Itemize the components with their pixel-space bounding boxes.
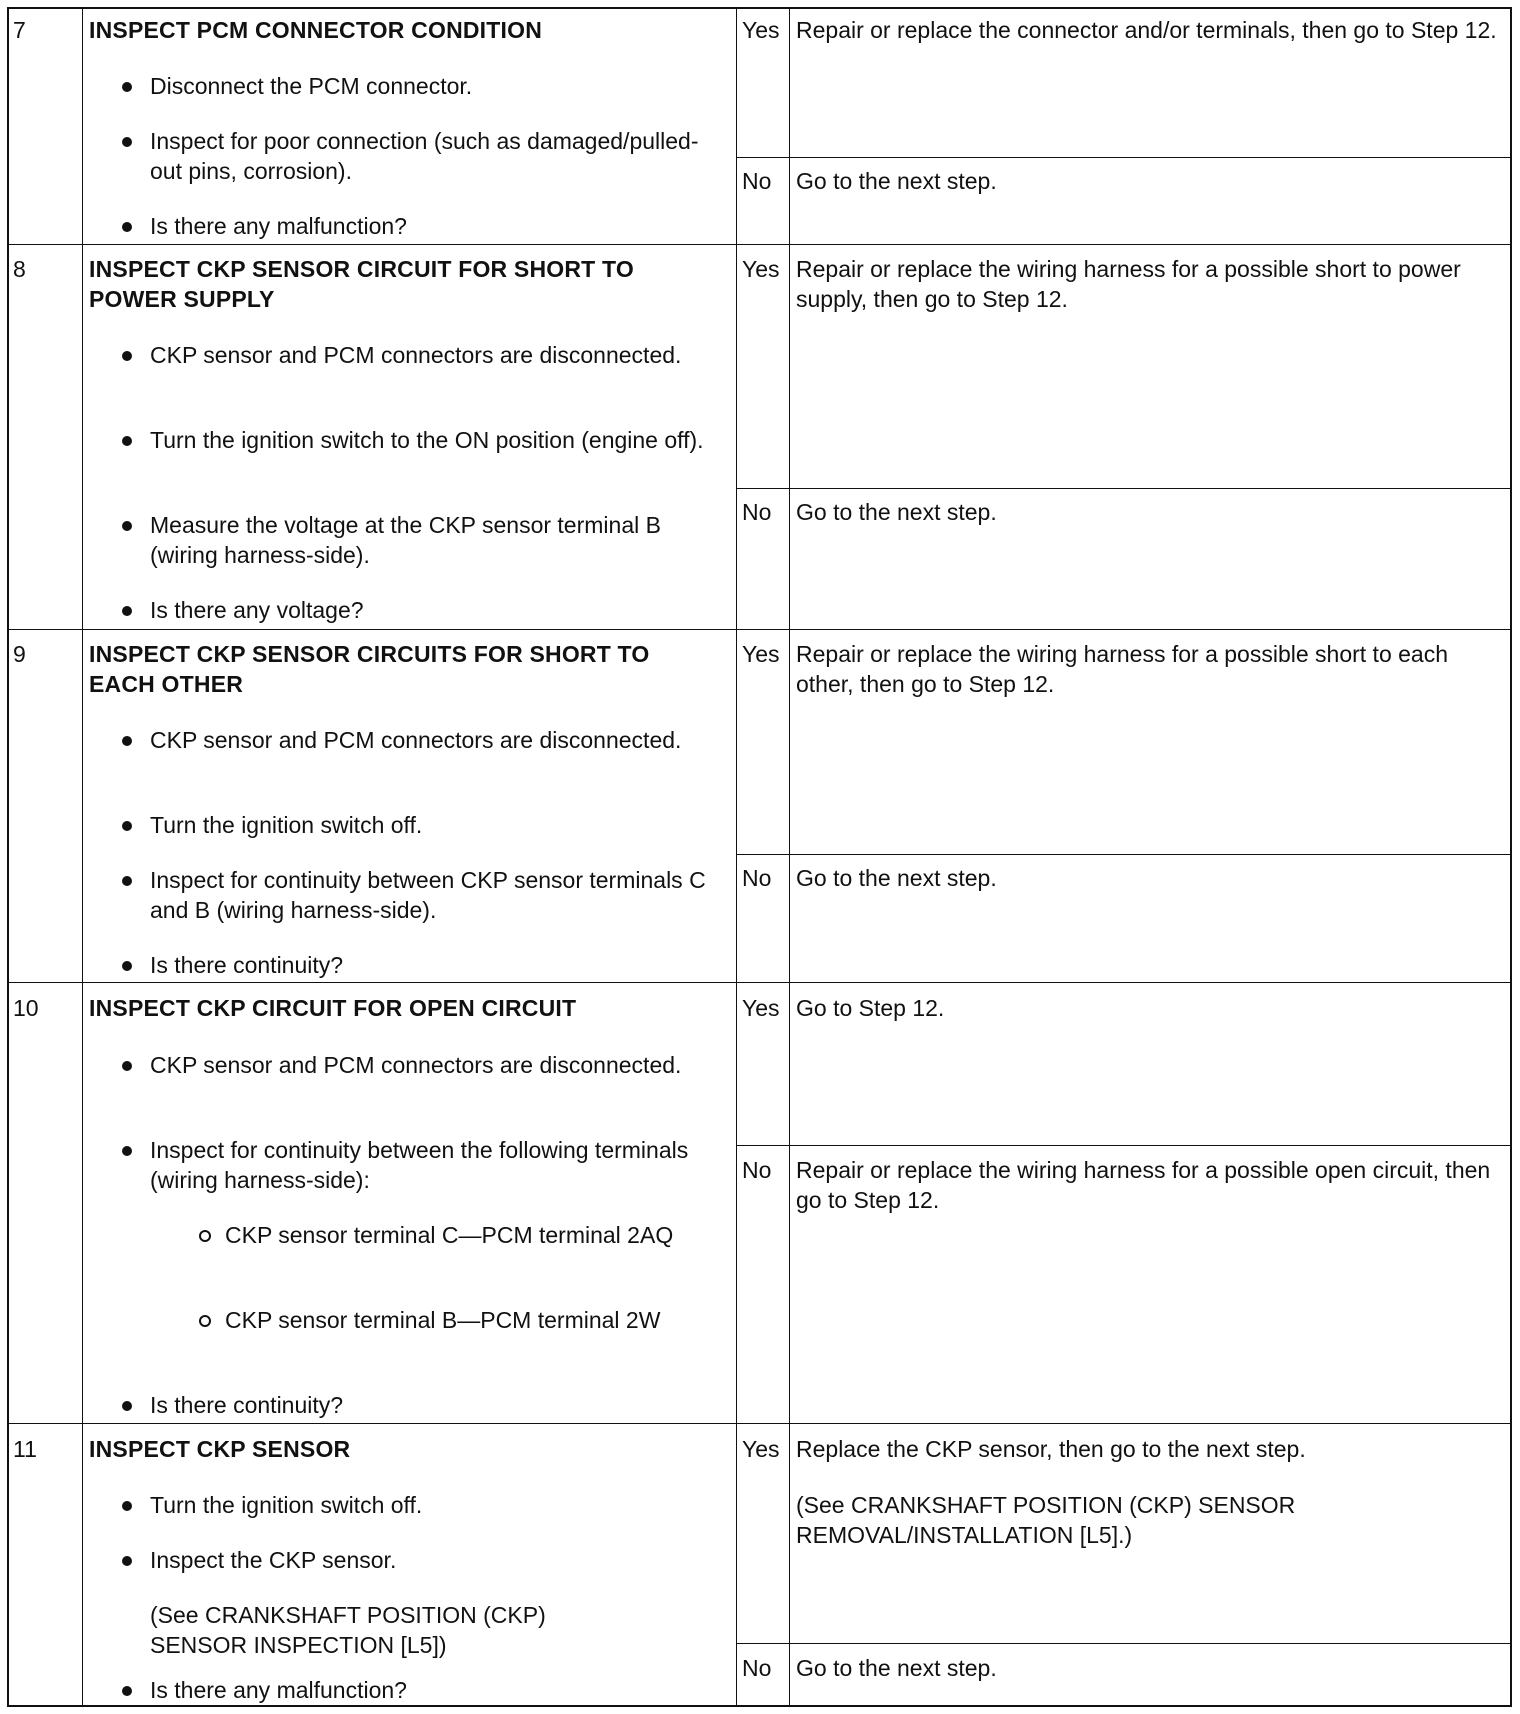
bullet-icon: [122, 1556, 132, 1566]
bullet-item: Is there continuity?: [150, 1390, 710, 1420]
column-divider: [82, 9, 83, 1705]
yes-label: Yes: [742, 995, 780, 1021]
step-title: INSPECT CKP SENSOR CIRCUITS FOR SHORT TO EACH OTHER: [89, 641, 650, 697]
bullet-icon: [122, 961, 132, 971]
bullet-icon: [122, 82, 132, 92]
no-action: Go to the next step.: [796, 865, 997, 891]
bullet-item: Is there continuity?: [150, 950, 710, 980]
no-action: Repair or replace the wiring harness for a possible open circuit, then go to Step 12.: [796, 1157, 1491, 1213]
step-number: 10: [13, 995, 39, 1021]
yes-no-divider: [736, 1145, 1510, 1146]
step-title: INSPECT CKP CIRCUIT FOR OPEN CIRCUIT: [89, 995, 577, 1021]
bullet-icon: [122, 1501, 132, 1511]
step-number: 8: [13, 256, 26, 282]
bullet-item: Turn the ignition switch to the ON position (engine off).: [150, 425, 710, 455]
step-number: 9: [13, 641, 26, 667]
no-label: No: [742, 499, 772, 525]
row-divider: [9, 244, 1510, 245]
yes-label: Yes: [742, 641, 780, 667]
yes-action: Repair or replace the wiring harness for a possible short to power supply, then go to Step 12.: [796, 256, 1461, 312]
bullet-item: Measure the voltage at the CKP sensor terminal B (wiring harness-side).: [150, 510, 710, 570]
bullet-icon: [122, 606, 132, 616]
bullet-icon: [122, 876, 132, 886]
no-label: No: [742, 865, 772, 891]
bullet-item: Is there any malfunction?: [150, 1675, 710, 1705]
bullet-item: Turn the ignition switch off.: [150, 810, 710, 840]
yes-action: Go to Step 12.: [796, 995, 945, 1021]
yes-no-divider: [736, 1643, 1510, 1644]
bullet-icon: [122, 351, 132, 361]
no-label: No: [742, 1157, 772, 1183]
bullet-item: Inspect for continuity between CKP sensor terminals C and B (wiring harness-side).: [150, 865, 710, 925]
yes-reference-note: (See CRANKSHAFT POSITION (CKP) SENSOR REMOVAL/INSTALLATION [L5].): [796, 1492, 1296, 1548]
bullet-icon: [122, 1146, 132, 1156]
sub-bullet-item: CKP sensor terminal B—PCM terminal 2W: [225, 1305, 705, 1335]
bullet-item: CKP sensor and PCM connectors are disconnected.: [150, 340, 710, 370]
reference-note: (See CRANKSHAFT POSITION (CKP) SENSOR INSPECTION [L5]): [150, 1602, 546, 1658]
bullet-icon: [122, 137, 132, 147]
bullet-icon: [122, 1686, 132, 1696]
yes-no-divider: [736, 157, 1510, 158]
bullet-icon: [122, 821, 132, 831]
bullet-icon: [122, 1061, 132, 1071]
bullet-item: CKP sensor and PCM connectors are disconnected.: [150, 1050, 710, 1080]
bullet-item: Inspect for poor connection (such as damaged/pulled-out pins, corrosion).: [150, 126, 710, 186]
column-divider: [736, 9, 737, 1705]
step-number: 11: [13, 1436, 37, 1462]
bullet-item: Turn the ignition switch off.: [150, 1490, 710, 1520]
row-divider: [9, 982, 1510, 983]
circle-bullet-icon: [199, 1315, 211, 1327]
yes-action: Replace the CKP sensor, then go to the next step.: [796, 1436, 1306, 1462]
bullet-icon: [122, 436, 132, 446]
yes-no-divider: [736, 854, 1510, 855]
bullet-item: Is there any malfunction?: [150, 211, 710, 241]
bullet-item: CKP sensor and PCM connectors are disconnected.: [150, 725, 710, 755]
troubleshooting-table: [7, 7, 1512, 1707]
yes-action: Repair or replace the connector and/or terminals, then go to Step 12.: [796, 17, 1497, 43]
bullet-item: Disconnect the PCM connector.: [150, 71, 710, 101]
yes-label: Yes: [742, 17, 780, 43]
step-title: INSPECT CKP SENSOR CIRCUIT FOR SHORT TO POWER SUPPLY: [89, 256, 634, 312]
bullet-icon: [122, 1401, 132, 1411]
no-action: Go to the next step.: [796, 499, 997, 525]
column-divider: [789, 9, 790, 1705]
bullet-item: Is there any voltage?: [150, 595, 710, 625]
yes-label: Yes: [742, 1436, 780, 1462]
yes-action: Repair or replace the wiring harness for a possible short to each other, then go to Step 12.: [796, 641, 1449, 697]
no-action: Go to the next step.: [796, 168, 997, 194]
bullet-item: Inspect the CKP sensor.: [150, 1545, 710, 1575]
step-title: INSPECT CKP SENSOR: [89, 1436, 351, 1462]
circle-bullet-icon: [199, 1230, 211, 1242]
yes-no-divider: [736, 488, 1510, 489]
bullet-icon: [122, 521, 132, 531]
no-label: No: [742, 168, 772, 194]
row-divider: [9, 629, 1510, 630]
sub-bullet-item: CKP sensor terminal C—PCM terminal 2AQ: [225, 1220, 705, 1250]
bullet-icon: [122, 222, 132, 232]
step-number: 7: [13, 17, 26, 43]
row-divider: [9, 1423, 1510, 1424]
step-title: INSPECT PCM CONNECTOR CONDITION: [89, 17, 543, 43]
yes-label: Yes: [742, 256, 780, 282]
bullet-item: Inspect for continuity between the following terminals (wiring harness-side):: [150, 1135, 710, 1195]
no-action: Go to the next step.: [796, 1655, 997, 1681]
no-label: No: [742, 1655, 772, 1681]
bullet-icon: [122, 736, 132, 746]
